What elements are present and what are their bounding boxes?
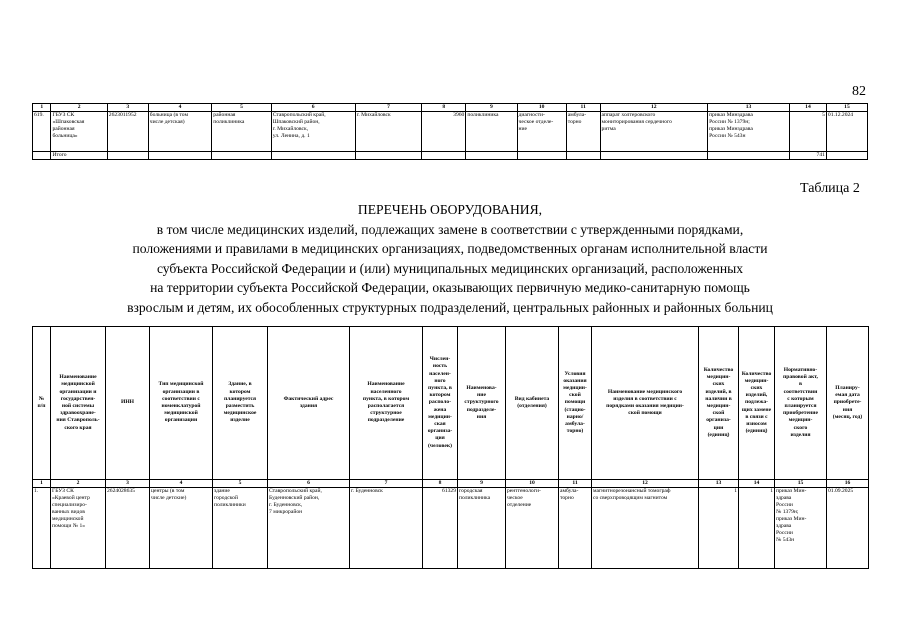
- address: Ставропольский край, Буденновский район, г. Буденновск, 7 микрорайон: [268, 488, 350, 569]
- column-header: № п/п: [33, 327, 51, 480]
- row-number: 1.: [33, 488, 51, 569]
- column-header: Наименование медицинского изделия в соответствии с порядками оказания медицин- ской помощи: [592, 327, 699, 480]
- col-number: 8: [422, 104, 466, 112]
- device-name: аппарат холтеровского мониторирования сердечного ритма: [600, 112, 708, 152]
- col-number: 11: [559, 480, 592, 488]
- col-number: 10: [506, 480, 559, 488]
- col-number: 8: [423, 480, 458, 488]
- row-number: 619.: [33, 112, 51, 152]
- organization-type: больница (в том числе детская): [148, 112, 212, 152]
- col-number: 2: [51, 104, 107, 112]
- table-row: [33, 112, 868, 152]
- col-number: 12: [592, 480, 699, 488]
- col-number: 3: [107, 104, 148, 112]
- col-number: 1: [33, 104, 51, 112]
- col-number: 4: [150, 480, 213, 488]
- subdivision: поликлиника: [466, 112, 517, 152]
- col-number: 7: [350, 480, 423, 488]
- col-number: 12: [600, 104, 708, 112]
- col-number: 15: [775, 480, 827, 488]
- column-header: ИНН: [106, 327, 150, 480]
- column-header: Планиру- емая дата приобрете- ния (месяц, год): [827, 327, 869, 480]
- address: Ставропольский край, Шпаковский район, г. Михайловск, ул. Ленина, д. 1: [271, 112, 355, 152]
- header-row: [33, 327, 869, 480]
- col-number: 10: [517, 104, 566, 112]
- col-number: 15: [826, 104, 867, 112]
- col-number: 13: [699, 480, 739, 488]
- col-number: 16: [827, 480, 869, 488]
- col-number: 5: [212, 104, 271, 112]
- col-number: 14: [790, 104, 827, 112]
- quantity: 5: [790, 112, 827, 152]
- title-line: положениями и правилами в медицинских организациях, подведомственных органам исполнительной власти: [132, 241, 768, 256]
- col-number: 2: [51, 480, 106, 488]
- population: 3960: [422, 112, 466, 152]
- organization-type: центры (в том числе детские): [150, 488, 213, 569]
- title-line: в том числе медицинских изделий, подлежащих замене в соответствии с утвержденными порядками,: [156, 221, 744, 237]
- col-number: 1: [33, 480, 51, 488]
- col-number: 6: [271, 104, 355, 112]
- settlement: г. Михайловск: [355, 112, 422, 152]
- table-label: Таблица 2: [800, 181, 860, 196]
- column-header: Наименование медицинской организации и государствен- ной системы здравоохране- ния Ставрополь- ского края: [51, 327, 106, 480]
- continued-table: [32, 103, 868, 160]
- column-number-row: [33, 104, 868, 112]
- document-title: [70, 200, 830, 317]
- column-header: Наименова- ние структурного подразделе- ния: [458, 327, 506, 480]
- column-header: Здание, в котором планируется разместить медицинское изделие: [213, 327, 268, 480]
- subdivision: городская поликлиника: [458, 488, 506, 569]
- column-header: Наименование населенного пункта, в котором располагается структурное подразделение: [350, 327, 423, 480]
- column-header: Тип медицинской организации в соответствии с номенклатурой медицинской организации: [150, 327, 213, 480]
- table-row: [33, 488, 869, 569]
- care-conditions: амбула- торно: [559, 488, 592, 569]
- equipment-table: [32, 326, 869, 569]
- quantity-to-replace: 1: [739, 488, 775, 569]
- legal-act: приказ Минздрава России № 1379н; приказ Минздрава России № 543н: [708, 112, 790, 152]
- col-number: 14: [739, 480, 775, 488]
- title-line: ПЕРЕЧЕНЬ ОБОРУДОВАНИЯ,: [357, 202, 543, 217]
- purchase-date: 01.09.2025: [827, 488, 869, 569]
- total-label: Итого: [51, 152, 107, 160]
- building: здание городской поликлиники: [213, 488, 268, 569]
- cabinet-type: диагности- ческое отделе- ние: [517, 112, 566, 152]
- title-line: на территории субъекта Российской Федерации, оказывающих первичную медико-санитарную помощь: [150, 280, 750, 295]
- total-value: 741: [790, 152, 827, 160]
- legal-act: приказ Мин- здрава России № 1379н; приказ Мин- здрава России № 543н: [775, 488, 827, 569]
- column-header: Количество медицин- ских изделий, подлежа- щих замене в связи с износом (единиц): [739, 327, 775, 480]
- settlement: г. Буденновск: [350, 488, 423, 569]
- column-header: Нормативно- правовой акт, в соответствии с которым планируется приобретение медицин- ского изделия: [775, 327, 827, 480]
- cabinet-type: рентгенологи- ческое отделение: [506, 488, 559, 569]
- col-number: 9: [458, 480, 506, 488]
- title-line: взрослым и детям, их обособленных структурных подразделений, центральных районных и районных больниц: [127, 299, 773, 315]
- col-number: 7: [355, 104, 422, 112]
- purchase-date: 01.12.2024: [826, 112, 867, 152]
- inn: 2624028635: [106, 488, 150, 569]
- column-number-row: [33, 480, 869, 488]
- care-conditions: амбула- торно: [566, 112, 600, 152]
- column-header: Условия оказания медицин- ской помощи (стацио- нарно/ амбула- торно): [559, 327, 592, 480]
- population: 61329: [423, 488, 458, 569]
- page-number: 82: [852, 84, 866, 99]
- title-line: субъекта Российской Федерации и (или) муниципальных медицинских организаций, расположенных: [156, 260, 744, 276]
- organization-name: ГБУЗ СК «Шпаковская районная больница»: [51, 112, 107, 152]
- building: районная поликлиника: [212, 112, 271, 152]
- column-header: Количество медицин- ских изделий, в наличии в медицин- ской организа- ции (единиц): [699, 327, 739, 480]
- col-number: 11: [566, 104, 600, 112]
- column-header: Фактический адрес здания: [268, 327, 350, 480]
- col-number: 6: [268, 480, 350, 488]
- col-number: 4: [148, 104, 212, 112]
- column-header: Вид кабинета (отделения): [506, 327, 559, 480]
- column-header: Числен- ность населен- ного пункта, в котором располо- жена медицин- ская организа- ция (человек): [423, 327, 458, 480]
- col-number: 13: [708, 104, 790, 112]
- inn: 2623011952: [107, 112, 148, 152]
- col-number: 5: [213, 480, 268, 488]
- organization-name: ГБУЗ СК «Краевой центр специализиро- ванных видов медицинской помощи № 1»: [51, 488, 106, 569]
- col-number: 9: [466, 104, 517, 112]
- device-name: магнитнорезонансный томограф со сверхпроводящим магнитом: [592, 488, 699, 569]
- col-number: 3: [106, 480, 150, 488]
- total-row: [33, 152, 868, 160]
- quantity-available: 1: [699, 488, 739, 569]
